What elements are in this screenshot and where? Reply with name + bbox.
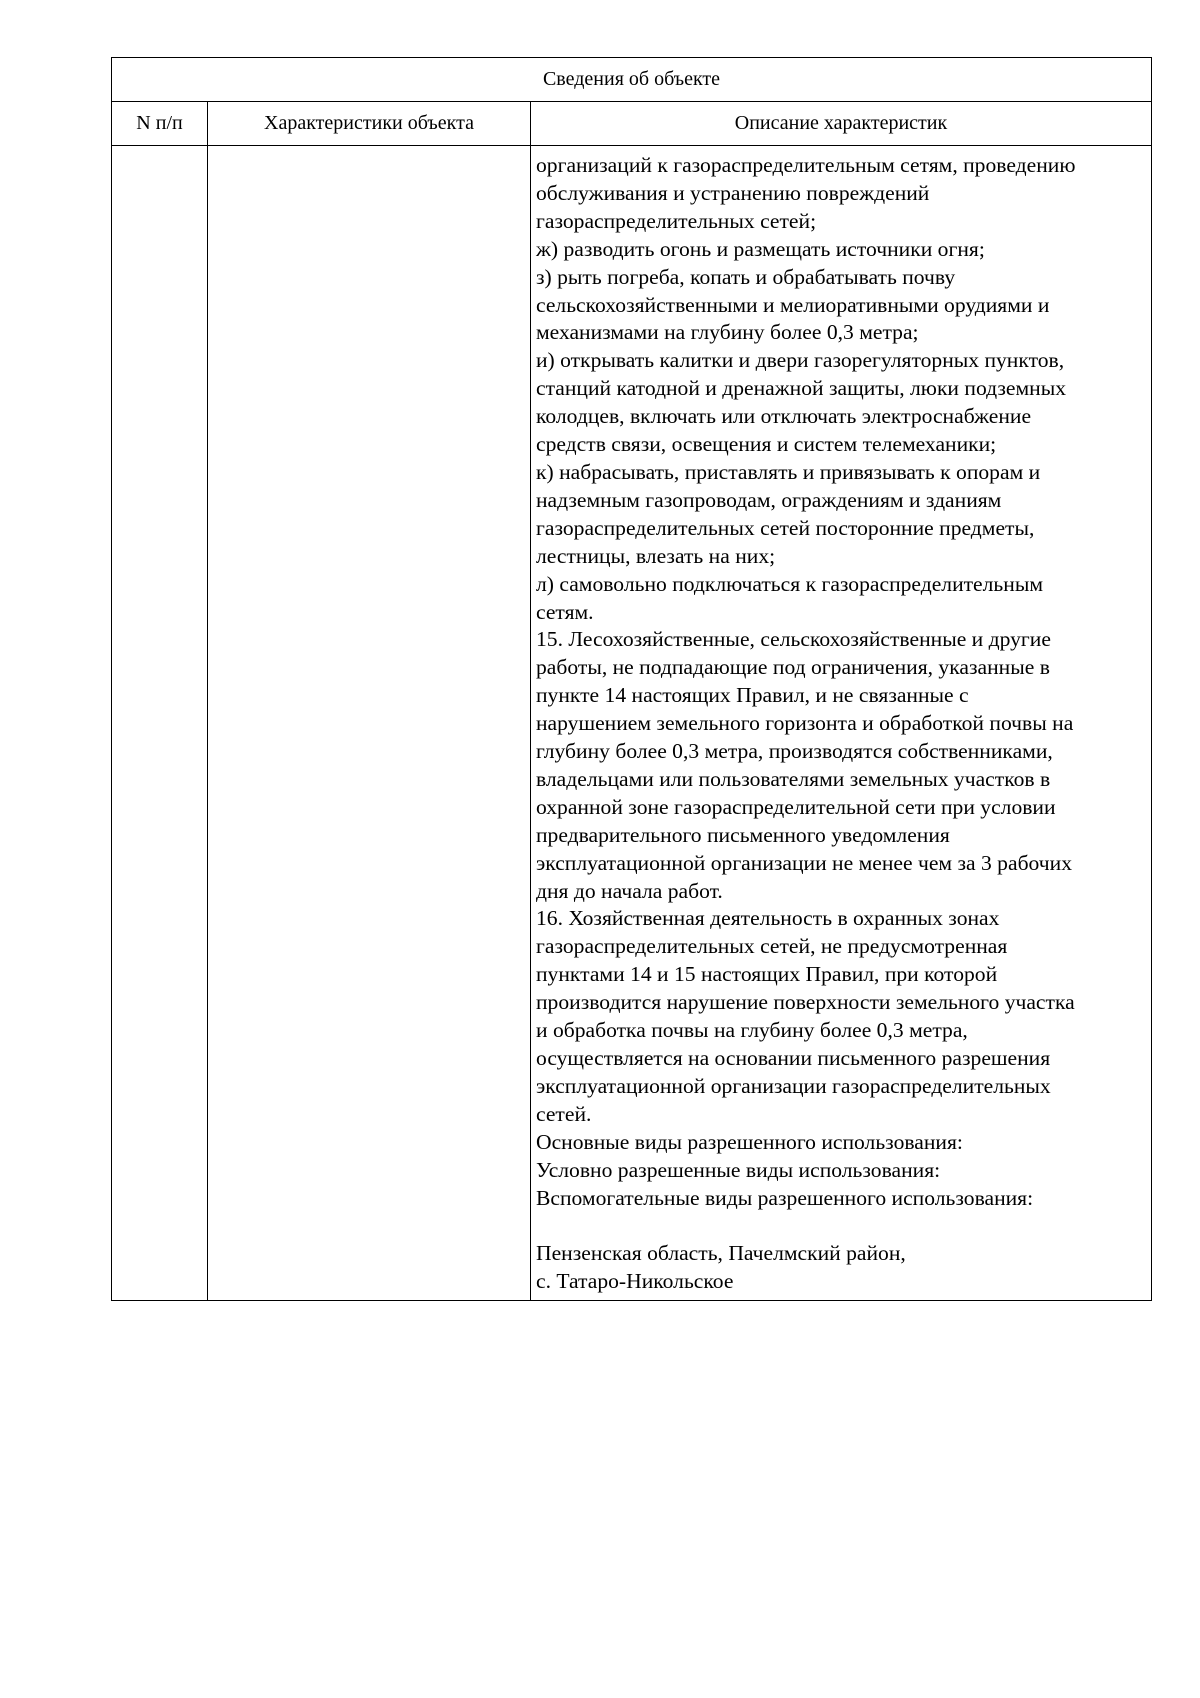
description-line: сетям. bbox=[536, 599, 594, 624]
description-line: механизмами на глубину более 0,3 метра; bbox=[536, 320, 919, 345]
description-line: производится нарушение поверхности земельного участка bbox=[536, 990, 1075, 1015]
description-line: Основные виды разрешенного использования: bbox=[536, 1129, 963, 1154]
description-line: з) рыть погреба, копать и обрабатывать почву bbox=[536, 264, 956, 289]
description-line: 16. Хозяйственная деятельность в охранных зонах bbox=[536, 906, 1000, 931]
description-line: газораспределительных сетей, не предусмотренная bbox=[536, 934, 1008, 959]
description-line: с. Татаро-Никольское bbox=[536, 1269, 734, 1294]
description-line: и обработка почвы на глубину более 0,3 метра, bbox=[536, 1018, 968, 1043]
table-row bbox=[112, 146, 1152, 1301]
table-header-row bbox=[112, 102, 1152, 146]
description-line: надземным газопроводам, ограждениям и зданиям bbox=[536, 487, 1002, 512]
description-line: охранной зоне газораспределительной сети при условии bbox=[536, 794, 1056, 819]
description-line: газораспределительных сетей посторонние предметы, bbox=[536, 515, 1035, 540]
description-line: средств связи, освещения и систем телемеханики; bbox=[536, 432, 997, 457]
description-line: нарушением земельного горизонта и обработкой почвы на bbox=[536, 711, 1074, 736]
description-line: эксплуатационной организации газораспределительных bbox=[536, 1073, 1051, 1098]
description-line: сетей. bbox=[536, 1101, 592, 1126]
description-line bbox=[536, 1212, 1146, 1240]
description-line: ж) разводить огонь и размещать источники огня; bbox=[536, 236, 985, 261]
description-line: владельцами или пользователями земельных участков в bbox=[536, 766, 1051, 791]
description-line: Пензенская область, Пачелмский район, bbox=[536, 1241, 906, 1266]
cell-characteristics bbox=[208, 146, 531, 1301]
object-info-table bbox=[111, 57, 1152, 1301]
description-line: колодцев, включать или отключать электроснабжение bbox=[536, 404, 1032, 429]
description-line: обслуживания и устранению повреждений bbox=[536, 180, 930, 205]
description-line: предварительного письменного уведомления bbox=[536, 822, 950, 847]
description-line: газораспределительных сетей; bbox=[536, 208, 817, 233]
description-line: станций катодной и дренажной защиты, люки подземных bbox=[536, 376, 1067, 401]
description-line: осуществляется на основании письменного разрешения bbox=[536, 1046, 1051, 1070]
description-line: глубину более 0,3 метра, производятся собственниками, bbox=[536, 739, 1053, 764]
description-line: к) набрасывать, приставлять и привязывать к опорам и bbox=[536, 459, 1041, 484]
header-description: Описание характеристик bbox=[531, 102, 1152, 146]
description-line: дня до начала работ. bbox=[536, 878, 723, 903]
description-line: организаций к газораспределительным сетям, проведению bbox=[536, 153, 1076, 177]
header-num: N п/п bbox=[112, 102, 208, 146]
description-line: и) открывать калитки и двери газорегуляторных пунктов, bbox=[536, 348, 1065, 373]
description-line: Вспомогательные виды разрешенного использования: bbox=[536, 1185, 1034, 1210]
table-title-row bbox=[112, 58, 1152, 102]
description-line: л) самовольно подключаться к газораспределительным bbox=[536, 571, 1043, 596]
description-line: эксплуатационной организации не менее чем за 3 рабочих bbox=[536, 850, 1073, 875]
description-line: пункте 14 настоящих Правил, и не связанные с bbox=[536, 683, 969, 708]
description-line: Условно разрешенные виды использования: bbox=[536, 1157, 941, 1182]
description-line: сельскохозяйственными и мелиоративными орудиями и bbox=[536, 292, 1050, 317]
cell-description bbox=[531, 146, 1152, 1301]
description-line: пунктами 14 и 15 настоящих Правил, при которой bbox=[536, 962, 998, 987]
cell-num bbox=[112, 146, 208, 1301]
description-text bbox=[536, 152, 1146, 1296]
header-characteristics: Характеристики объекта bbox=[208, 102, 531, 146]
description-line: лестницы, влезать на них; bbox=[536, 543, 776, 568]
description-line: 15. Лесохозяйственные, сельскохозяйственные и другие bbox=[536, 627, 1051, 652]
table-title: Сведения об объекте bbox=[112, 58, 1152, 102]
description-line: работы, не подпадающие под ограничения, указанные в bbox=[536, 655, 1050, 680]
